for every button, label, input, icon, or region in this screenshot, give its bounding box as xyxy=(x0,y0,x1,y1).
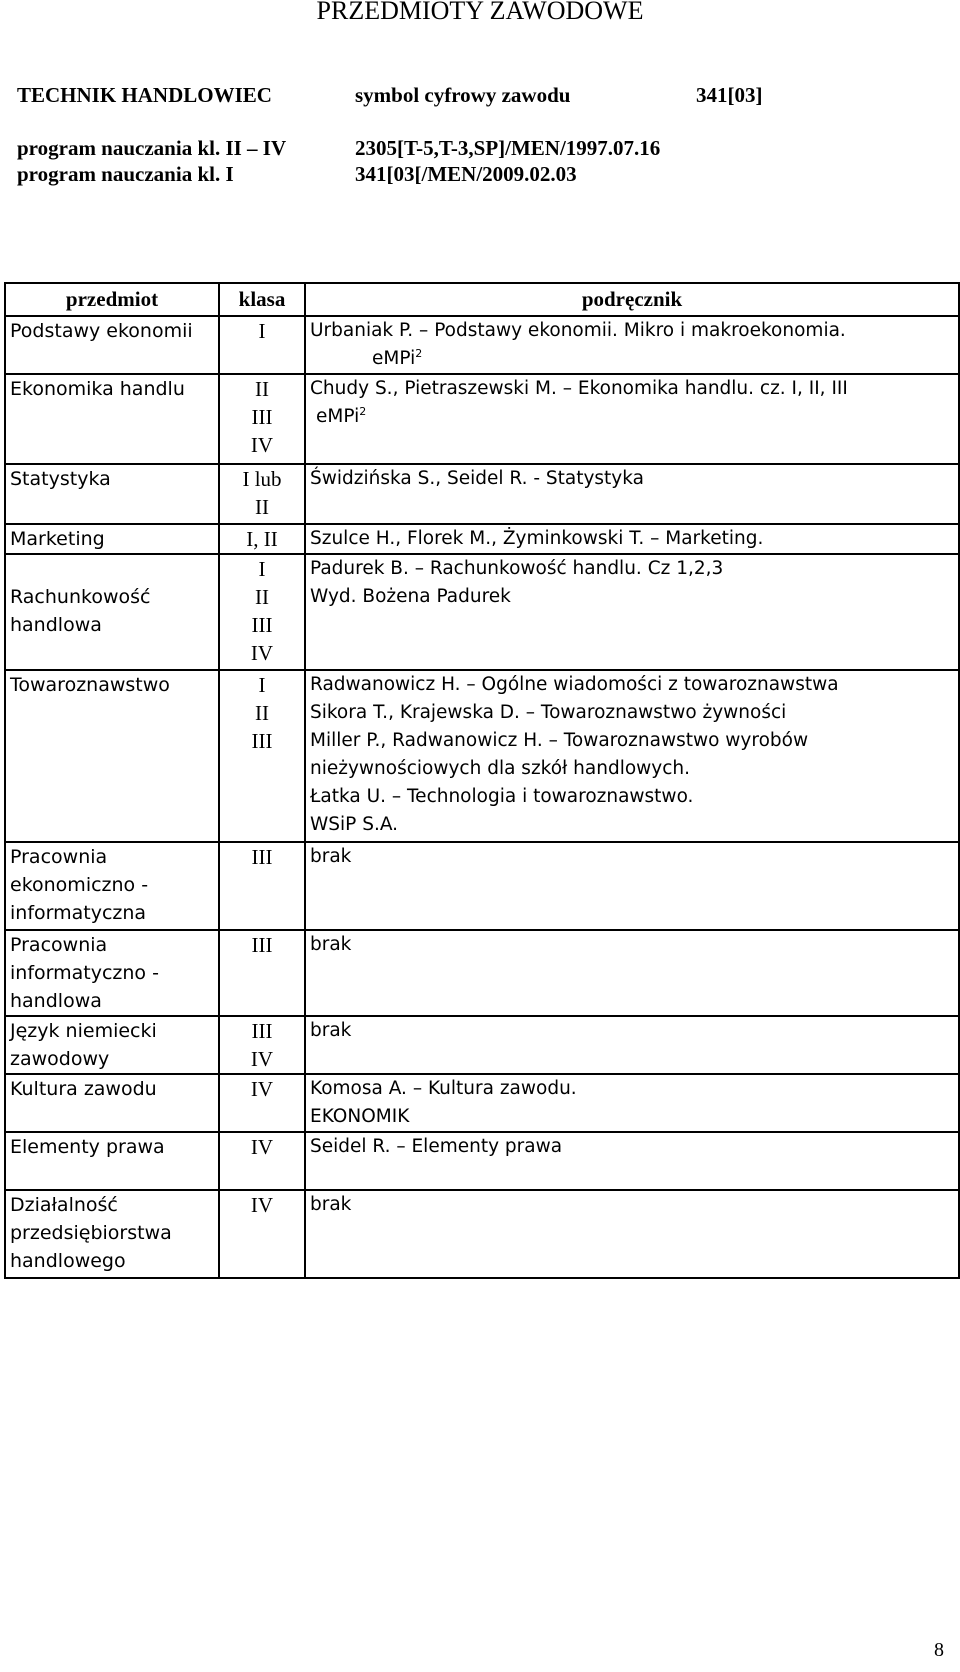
textbook-line: brak xyxy=(310,846,352,867)
subject-cell: Pracownia ekonomiczno -informatyczna xyxy=(5,842,219,930)
footnote-marker: 2 xyxy=(359,404,367,418)
class-value: IV xyxy=(250,1047,274,1071)
class-cell xyxy=(219,1132,305,1190)
textbook-line: brak xyxy=(310,1194,352,1215)
class-value: II xyxy=(255,701,269,725)
subject-cell: Elementy prawa xyxy=(5,1132,219,1190)
subject-label: Rachunkowość handlowa xyxy=(10,586,151,636)
footnote-marker: 2 xyxy=(415,346,423,360)
class-cell xyxy=(219,670,305,842)
table-row xyxy=(5,930,959,1016)
subject-cell xyxy=(5,554,219,670)
subject-cell: Kultura zawodu xyxy=(5,1074,219,1132)
table-row xyxy=(5,1016,959,1074)
textbook-line: Łatka U. – Technologia i towaroznawstwo. xyxy=(310,786,694,807)
textbook-line: WSiP S.A. xyxy=(310,814,399,835)
publisher-line xyxy=(310,345,954,373)
class-value: IV xyxy=(250,433,274,457)
textbook-line: Padurek B. – Rachunkowość handlu. Cz 1,2,3 xyxy=(310,558,724,579)
class-value: IV xyxy=(250,1077,274,1101)
class-value: III xyxy=(251,613,273,637)
textbook-cell xyxy=(305,554,959,670)
table-header-row xyxy=(5,283,959,316)
publisher-name: eMPi xyxy=(372,348,416,369)
textbook-cell xyxy=(305,930,959,1016)
textbook-cell xyxy=(305,316,959,374)
class-cell xyxy=(219,842,305,930)
class-cell xyxy=(219,554,305,670)
class-value: III xyxy=(251,405,273,429)
table-row xyxy=(5,1190,959,1278)
textbook-cell xyxy=(305,374,959,464)
textbook-line: Chudy S., Pietraszewski M. – Ekonomika handlu. cz. I, II, III xyxy=(310,378,848,399)
program2-label: program nauczania kl. I xyxy=(17,162,234,186)
spacer xyxy=(10,555,214,583)
textbook-cell xyxy=(305,1132,959,1190)
table-row xyxy=(5,374,959,464)
table-row xyxy=(5,524,959,554)
class-cell xyxy=(219,1074,305,1132)
subject-cell: Działalność przedsiębiorstwa handlowego xyxy=(5,1190,219,1278)
class-value: IV xyxy=(250,1135,274,1159)
publisher-name: eMPi xyxy=(316,406,360,427)
textbook-line: nieżywnościowych dla szkół handlowych. xyxy=(310,758,691,779)
symbol-label: symbol cyfrowy zawodu xyxy=(355,83,571,107)
textbook-line: brak xyxy=(310,1020,352,1041)
class-cell xyxy=(219,1190,305,1278)
column-header-class: klasa xyxy=(219,283,305,316)
page-number: 8 xyxy=(934,1639,944,1661)
class-cell xyxy=(219,930,305,1016)
profession-label: TECHNIK HANDLOWIEC xyxy=(17,83,272,107)
page-title: PRZEDMIOTY ZAWODOWE xyxy=(316,0,644,25)
publisher-line xyxy=(310,403,954,431)
program1-label: program nauczania kl. II – IV xyxy=(17,136,287,160)
program2-value: 341[03[/MEN/2009.02.03 xyxy=(355,162,577,186)
symbol-value: 341[03] xyxy=(696,83,763,107)
table-row xyxy=(5,464,959,524)
table-row xyxy=(5,554,959,670)
subject-cell: Towaroznawstwo xyxy=(5,670,219,842)
textbook-cell xyxy=(305,524,959,554)
class-value: III xyxy=(251,845,273,869)
class-cell xyxy=(219,374,305,464)
class-value: III xyxy=(251,1019,273,1043)
class-value: III xyxy=(251,729,273,753)
class-value: II xyxy=(255,585,269,609)
subject-cell: Ekonomika handlu xyxy=(5,374,219,464)
textbook-line: Seidel R. – Elementy prawa xyxy=(310,1136,563,1157)
textbook-line: Komosa A. – Kultura zawodu. xyxy=(310,1078,577,1099)
class-value: I lub xyxy=(242,467,282,491)
class-cell xyxy=(219,524,305,554)
textbook-cell xyxy=(305,464,959,524)
subject-cell: Marketing xyxy=(5,524,219,554)
textbook-line: Miller P., Radwanowicz H. – Towaroznawstwo wyrobów xyxy=(310,730,809,751)
textbook-line: brak xyxy=(310,934,352,955)
class-value: II xyxy=(255,495,269,519)
textbook-line: Szulce H., Florek M., Żyminkowski T. – Marketing. xyxy=(310,528,764,549)
class-cell xyxy=(219,1016,305,1074)
textbook-cell xyxy=(305,670,959,842)
textbook-line: Sikora T., Krajewska D. – Towaroznawstwo żywności xyxy=(310,702,787,723)
class-value: II xyxy=(255,377,269,401)
class-value: I xyxy=(258,557,266,581)
table-row xyxy=(5,1074,959,1132)
class-value: IV xyxy=(250,1193,274,1217)
textbook-table xyxy=(4,282,960,1279)
textbook-cell xyxy=(305,1074,959,1132)
class-value: I xyxy=(258,319,266,343)
table-row xyxy=(5,842,959,930)
class-value: I, II xyxy=(246,527,278,551)
textbook-cell xyxy=(305,1016,959,1074)
subject-cell: Język niemiecki zawodowy xyxy=(5,1016,219,1074)
table-row xyxy=(5,316,959,374)
table-row xyxy=(5,1132,959,1190)
textbook-line: Radwanowicz H. – Ogólne wiadomości z towaroznawstwa xyxy=(310,674,839,695)
subject-cell: Pracownia informatyczno - handlowa xyxy=(5,930,219,1016)
class-cell xyxy=(219,316,305,374)
program1-value: 2305[T-5,T-3,SP]/MEN/1997.07.16 xyxy=(355,136,661,160)
textbook-cell xyxy=(305,842,959,930)
class-cell xyxy=(219,464,305,524)
textbook-line: EKONOMIK xyxy=(310,1106,410,1127)
class-value: III xyxy=(251,933,273,957)
column-header-textbook: podręcznik xyxy=(305,283,959,316)
textbook-line: Wyd. Bożena Padurek xyxy=(310,586,511,607)
column-header-subject: przedmiot xyxy=(5,283,219,316)
class-value: IV xyxy=(250,641,274,665)
subject-cell: Statystyka xyxy=(5,464,219,524)
textbook-cell xyxy=(305,1190,959,1278)
subject-cell: Podstawy ekonomii xyxy=(5,316,219,374)
class-value: I xyxy=(258,673,266,697)
textbook-line: Urbaniak P. – Podstawy ekonomii. Mikro i makroekonomia. xyxy=(310,320,846,341)
textbook-line: Świdzińska S., Seidel R. - Statystyka xyxy=(310,468,644,489)
table-row xyxy=(5,670,959,842)
